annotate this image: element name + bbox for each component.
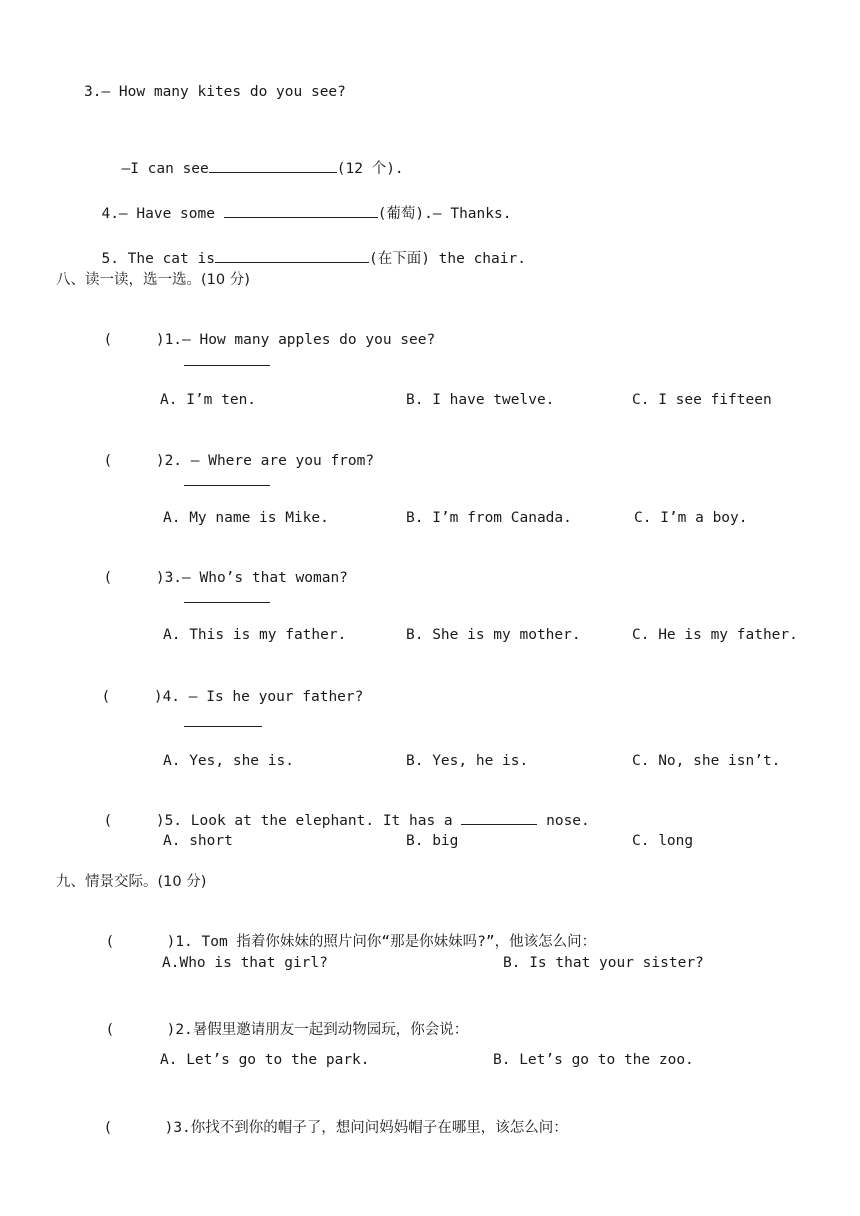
s8-q5-stem-line — [86, 790, 590, 831]
option-b: B. Let’s go to the zoo. — [493, 1052, 694, 1068]
option-c: C. No, she isn’t. — [632, 753, 781, 769]
option-b: B. Is that your sister? — [503, 955, 704, 971]
option-c: C. I see fifteen — [632, 392, 772, 408]
answer-bracket[interactable]: ( ) — [101, 689, 163, 705]
option-c: C. He is my father. — [632, 627, 798, 643]
question-4-hint: (葡萄).— Thanks. — [377, 206, 512, 222]
section-9-heading: 九、情景交际。(10 分) — [56, 874, 207, 890]
s9-q3-stem-line — [86, 1098, 568, 1138]
answer-bracket[interactable]: ( ) — [103, 453, 165, 469]
answer-line[interactable] — [184, 485, 270, 486]
answer-bracket[interactable]: ( ) — [103, 332, 165, 348]
question-stem: 3.— Who’s that woman? — [164, 570, 348, 586]
question-stem-prefix: 5. Look at the elephant. It has a — [164, 813, 462, 829]
answer-line[interactable] — [184, 726, 262, 727]
question-stem: 1.— How many apples do you see? — [164, 332, 436, 348]
answer-blank[interactable] — [215, 248, 369, 263]
question-5-line — [84, 228, 526, 269]
option-a: A. Let’s go to the park. — [160, 1052, 370, 1068]
option-a: A. short — [163, 833, 233, 849]
option-b: B. Yes, he is. — [406, 753, 529, 769]
s8-q3-stem-line — [86, 548, 348, 588]
question-4-line — [84, 183, 511, 224]
option-c: C. I’m a boy. — [634, 510, 748, 526]
s9-q1-stem-line — [88, 912, 596, 952]
question-4-prefix: 4.— Have some — [101, 206, 224, 222]
question-stem-suffix: nose. — [537, 813, 590, 829]
option-b: B. big — [406, 833, 459, 849]
answer-bracket[interactable]: ( ) — [105, 1022, 176, 1038]
question-stem: 1. Tom 指着你妹妹的照片问你“那是你妹妹吗?”，他该怎么问： — [175, 934, 597, 950]
answer-bracket[interactable]: ( ) — [103, 1120, 174, 1136]
option-a: A. This is my father. — [163, 627, 347, 643]
answer-bracket[interactable]: ( ) — [103, 570, 165, 586]
question-stem: 3.你找不到你的帽子了，想问问妈妈帽子在哪里，该怎么问： — [173, 1120, 568, 1136]
question-5-prefix: 5. The cat is — [101, 251, 215, 267]
answer-blank[interactable] — [209, 158, 337, 173]
s8-q1-stem-line — [86, 310, 435, 350]
question-stem: 4. — Is he your father? — [162, 689, 364, 705]
question-stem: 2. — Where are you from? — [164, 453, 375, 469]
answer-blank[interactable] — [461, 810, 537, 825]
answer-blank[interactable] — [224, 203, 378, 218]
answer-bracket[interactable]: ( ) — [105, 934, 176, 950]
question-3-answer-prefix: —I can see — [121, 161, 209, 177]
option-c: C. long — [632, 833, 694, 849]
question-stem: 2.暑假里邀请朋友一起到动物园玩，你会说： — [175, 1022, 469, 1038]
question-3-line-a: 3.— How many kites do you see? — [84, 84, 346, 100]
option-a: A.Who is that girl? — [162, 955, 328, 971]
option-b: B. She is my mother. — [406, 627, 581, 643]
option-b: B. I have twelve. — [406, 392, 555, 408]
s8-q4-stem-line — [84, 667, 363, 707]
s9-q2-stem-line — [88, 1000, 468, 1040]
s8-q2-stem-line — [86, 431, 374, 471]
section-8-heading: 八、读一读，选一选。(10 分) — [56, 272, 250, 288]
option-a: A. I’m ten. — [160, 392, 257, 408]
answer-line[interactable] — [184, 365, 270, 366]
question-5-hint: (在下面) the chair. — [368, 251, 526, 267]
option-a: A. My name is Mike. — [163, 510, 329, 526]
answer-bracket[interactable]: ( ) — [103, 813, 165, 829]
question-3-line-b — [104, 138, 404, 179]
option-a: A. Yes, she is. — [163, 753, 294, 769]
option-b: B. I’m from Canada. — [406, 510, 572, 526]
answer-line[interactable] — [184, 602, 270, 603]
question-3-hint: (12 个). — [336, 161, 404, 177]
